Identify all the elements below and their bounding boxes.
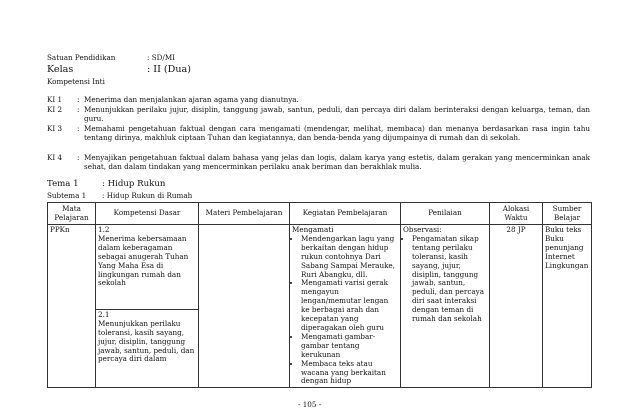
kegiatan-list — [292, 235, 398, 386]
subtema-label: Subtema 1 — [47, 191, 87, 200]
kegiatan-item: • Mengamati varisi gerak mengayun lengan/memutar lengan ke berbagai arah dan kecepatan yang diperagakan oleh guru — [301, 279, 398, 332]
kegiatan-item: • Mengamati gambar-gambar tentang kerukunan — [301, 333, 398, 360]
kd-2-cell — [96, 309, 199, 387]
ki-2-sep: : — [77, 105, 80, 114]
header-mata-pelajaran: Mata Pelajaran — [48, 203, 96, 225]
ki-1-sep: : — [77, 95, 80, 104]
kegiatan-title: Mengamati — [292, 225, 334, 234]
kegiatan-item: • Membaca teks atau wacana yang berkaitan dengan hidup — [301, 360, 398, 387]
kelas-value: : II (Dua) — [147, 64, 191, 75]
kegiatan-item: • Mendengarkan lagu yang berkaitan dengan hidup rukun contohnya Dari Sabang Sampai Merauke, Ruri Abangku, dll. — [301, 235, 398, 280]
header-materi: Materi Pembelajaran — [199, 203, 290, 225]
sumber-cell: Buku teks Buku penunjang Internet Lingkungan — [543, 225, 592, 388]
penilaian-list — [403, 235, 487, 324]
ki-4-text: Menyajikan pengetahuan faktual dalam bahasa yang jelas dan logis, dalam karya yang estetis, dalam gerakan yang mencerminkan anak sehat, dan dalam tindakan yang mencerminkan perilaku anak beriman dan berakhlak mulia. — [84, 153, 590, 172]
kd-1-cell — [96, 225, 199, 310]
kompetensi-inti-label: Kompetensi Inti — [47, 77, 105, 86]
subtema-value: : Hidup Rukun di Rumah — [102, 191, 193, 200]
header-kegiatan: Kegiatan Pembelajaran — [290, 203, 401, 225]
satuan-label: Satuan Pendidikan — [47, 53, 116, 62]
penilaian-cell — [401, 225, 490, 388]
ki-4-sep: : — [77, 153, 80, 162]
header-alokasi-waktu: Alokasi Waktu — [490, 203, 543, 225]
header-sumber-belajar: Sumber Belajar — [543, 203, 592, 225]
header-kompetensi-dasar: Kompetensi Dasar — [96, 203, 199, 225]
table-header-row — [48, 203, 592, 225]
kegiatan-cell — [290, 225, 401, 388]
page-number: - 105 - — [298, 400, 322, 409]
alokasi-cell: 28 JP — [490, 225, 543, 388]
kd-1-text: Menerima kebersamaan dalam keberagaman sebagai anugerah Tuhan Yang Maha Esa di lingkungan rumah dan sekolah — [98, 233, 189, 288]
ki-3-sep: : — [77, 124, 80, 133]
tema-value: : Hidup Rukun — [102, 179, 166, 189]
header-penilaian: Penilaian — [401, 203, 490, 225]
rpp-table — [47, 202, 592, 388]
satuan-value: : SD/MI — [147, 53, 176, 62]
penilaian-item: • Pengamatan sikap tentang perilaku toleransi, kasih sayang, jujur, disiplin, tanggung jawab, santun, peduli, dan percaya diri saat interaksi dengan teman di rumah dan sekolah — [412, 235, 487, 324]
ki-4-code: KI 4 — [47, 153, 63, 162]
kd-2-text: Menunjukkan perilaku toleransi, kasih sayang, jujur, disiplin, tanggung jawab, santun, peduli, dan percaya diri dalam — [98, 318, 195, 364]
kd-2-number: 2.1 — [98, 309, 110, 319]
materi-cell — [199, 225, 290, 388]
ki-3-text: Memahami pengetahuan faktual dengan cara mengamati (mendengar, melihat, membaca) dan menanya berdasarkan rasa ingin tahu tentang dirinya, makhluk ciptaan Tuhan dan kegiatannya, dan benda-benda yang dijumpainya di rumah dan di sekolah. — [84, 124, 590, 143]
kd-1-number: 1.2 — [98, 225, 110, 234]
ki-3-code: KI 3 — [47, 124, 63, 133]
tema-label: Tema 1 — [47, 179, 79, 189]
ki-2-code: KI 2 — [47, 105, 63, 114]
ki-1-code: KI 1 — [47, 95, 63, 104]
penilaian-title: Observasi: — [403, 225, 442, 234]
kelas-label: Kelas — [47, 64, 74, 75]
mapel-cell: PPKn — [48, 225, 96, 388]
ki-1-text: Menerima dan menjalankan ajaran agama yang dianutnya. — [84, 95, 299, 104]
ki-2-text: Menunjukkan perilaku jujur, disiplin, tanggung jawab, santun, peduli, dan percaya diri dalam berinteraksi dengan keluarga, teman, dan guru. — [84, 105, 590, 124]
table-row — [48, 225, 592, 310]
